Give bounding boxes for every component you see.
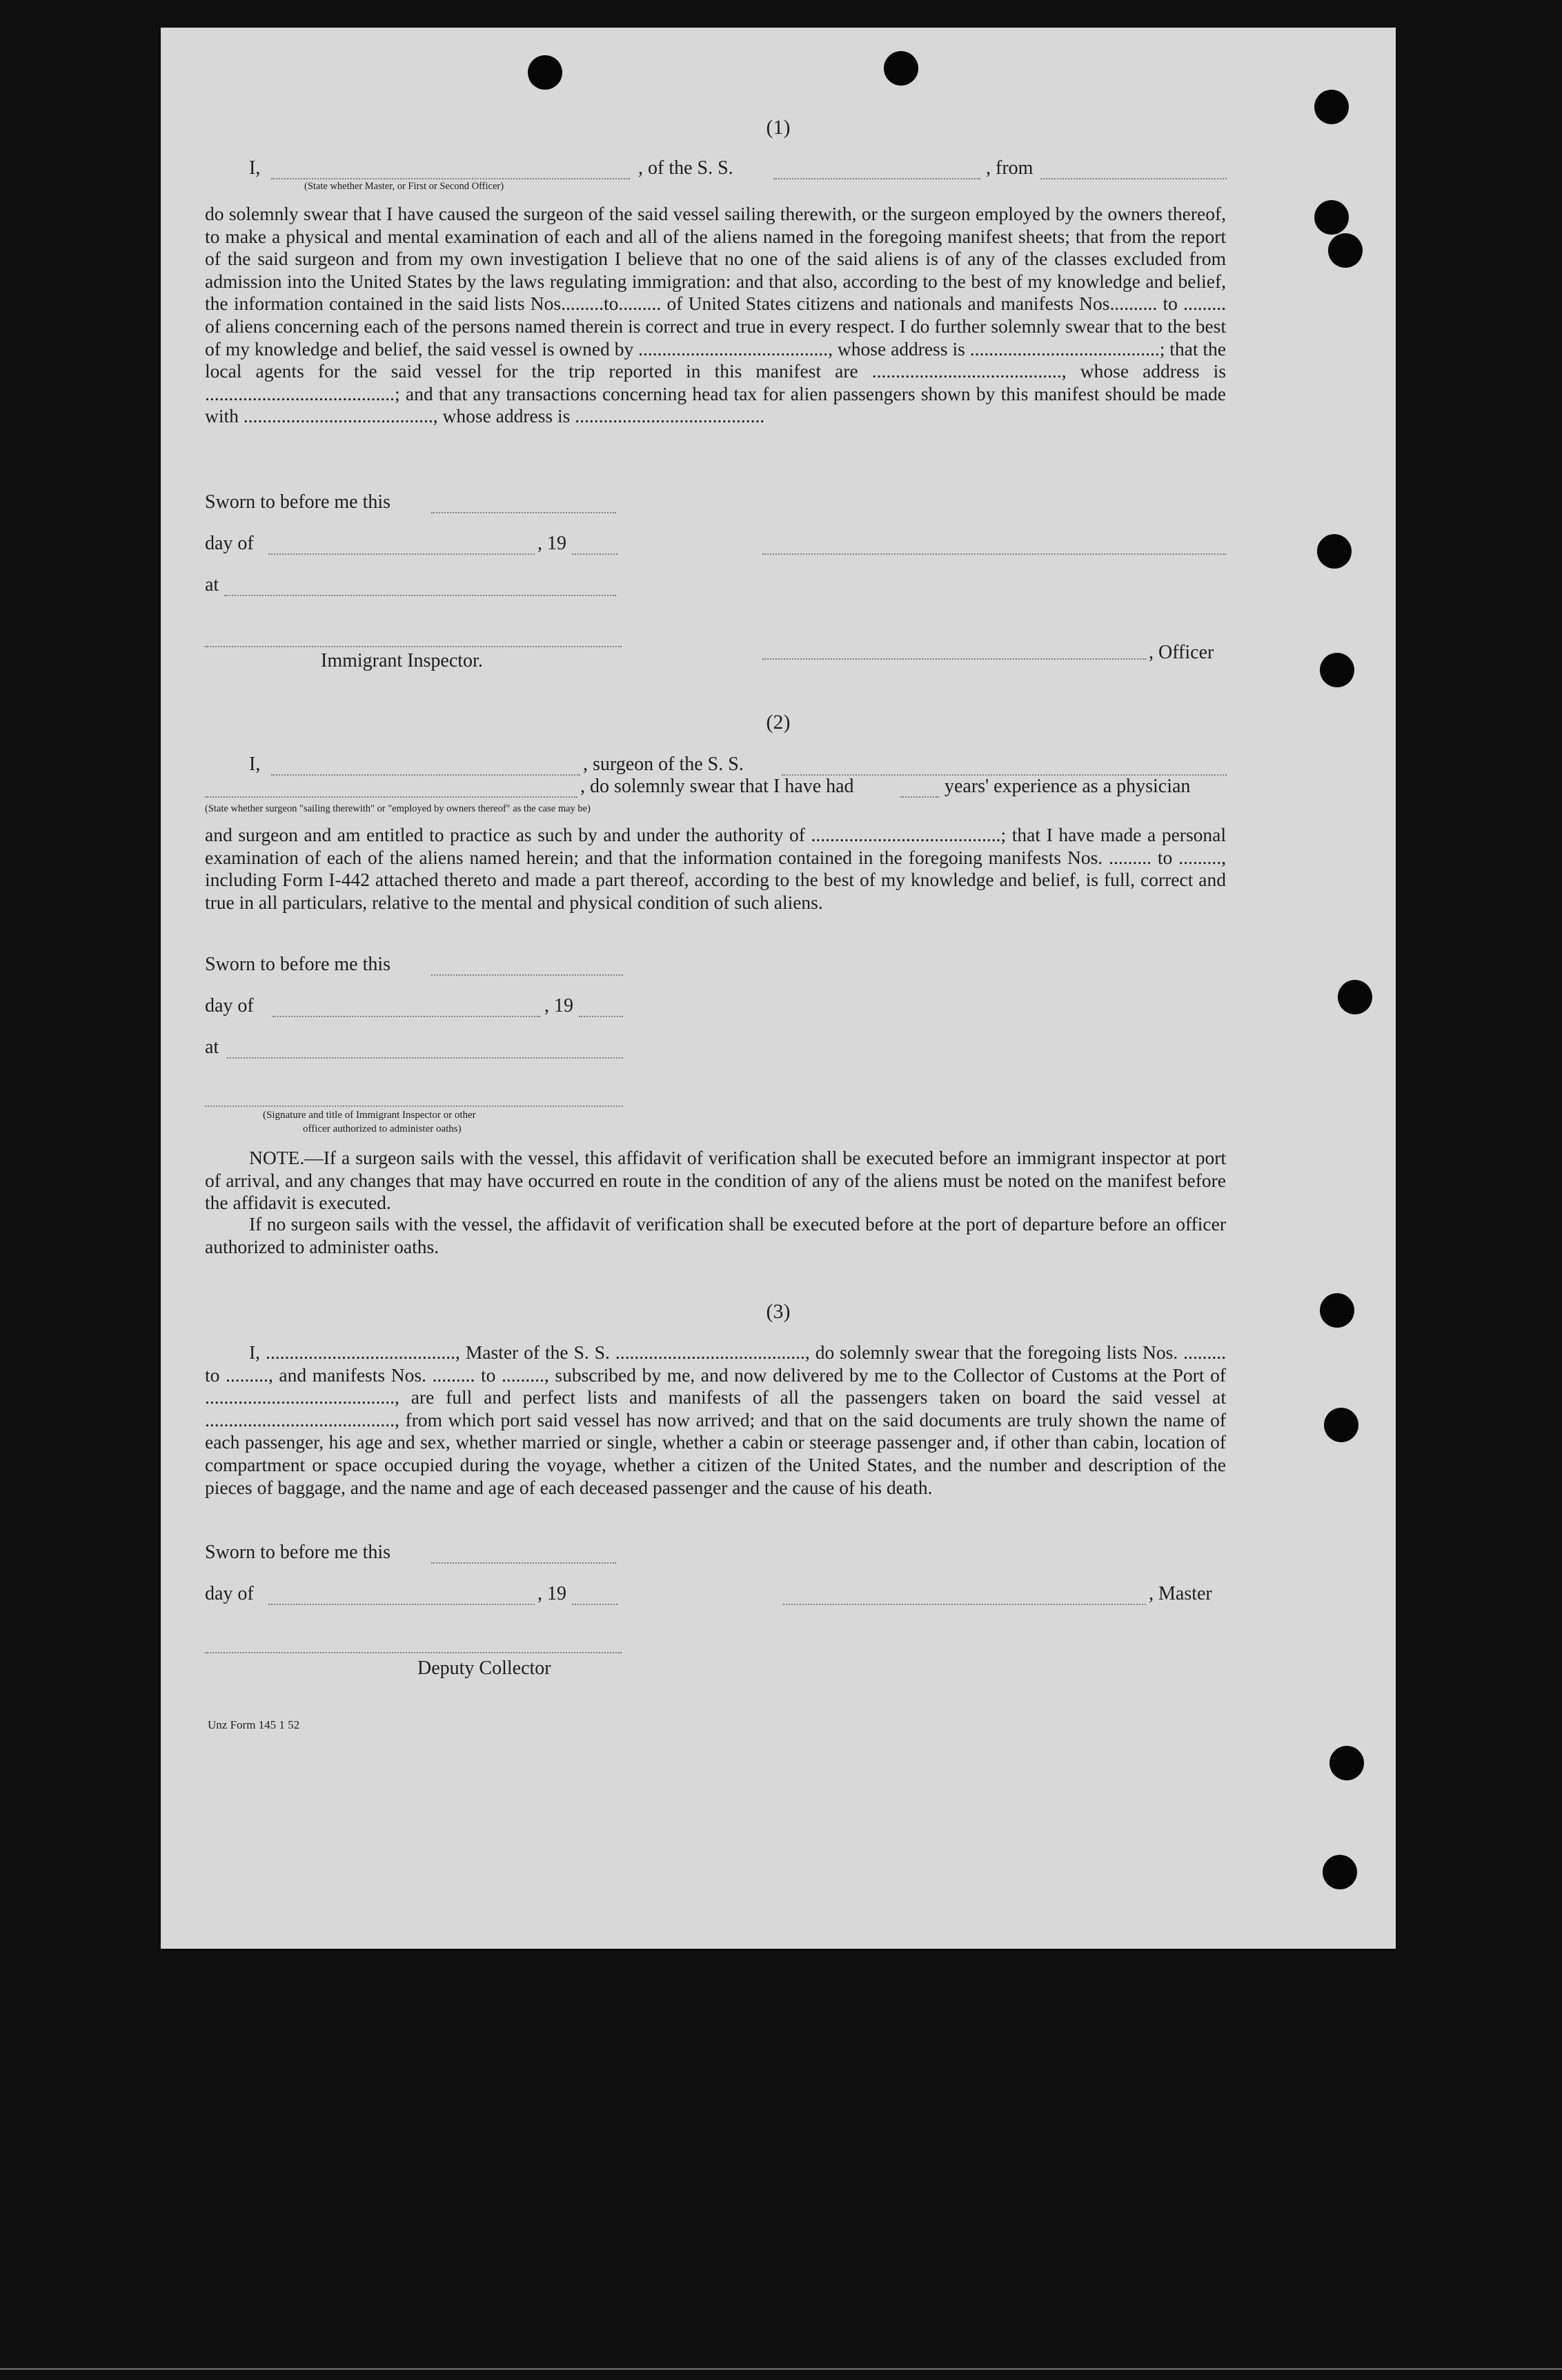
punch-hole	[1328, 233, 1363, 268]
place-field-2[interactable]	[227, 1057, 623, 1059]
punch-hole	[1317, 534, 1352, 569]
section-2-solemnly: , do solemnly swear that I have had	[580, 776, 854, 797]
deputy-collector-label: Deputy Collector	[417, 1658, 551, 1679]
section-1-from: , from	[986, 157, 1034, 179]
place-field[interactable]	[224, 595, 616, 596]
sworn-date-field-2[interactable]	[431, 974, 623, 976]
section-1-of-ss: , of the S. S.	[638, 157, 733, 179]
vessel-name-field[interactable]	[773, 178, 980, 179]
day-field-3[interactable]	[268, 1604, 535, 1605]
section-2-number: (2)	[766, 711, 791, 734]
section-2-i: I,	[249, 754, 261, 775]
surgeon-status-field[interactable]	[205, 796, 577, 798]
year-field-2[interactable]	[579, 1016, 623, 1017]
section-3-year: , 19	[537, 1583, 566, 1604]
punch-hole	[1329, 1746, 1364, 1780]
section-1-caption: (State whether Master, or First or Second Officer)	[304, 181, 504, 192]
section-3-number: (3)	[766, 1300, 791, 1323]
section-1-year: , 19	[537, 533, 566, 554]
section-2-year: , 19	[544, 995, 573, 1016]
signature-caption-2: officer authorized to administer oaths)	[303, 1123, 462, 1134]
section-1-sworn: Sworn to before me this	[205, 491, 391, 513]
master-name-field[interactable]	[271, 178, 630, 179]
punch-hole	[1324, 1408, 1358, 1442]
section-3-sworn: Sworn to before me this	[205, 1542, 391, 1563]
year-field[interactable]	[572, 553, 617, 555]
section-1-number: (1)	[766, 116, 791, 139]
officer-name-field[interactable]	[762, 658, 1146, 660]
inspector-signature-field-2[interactable]	[205, 1105, 623, 1107]
punch-hole	[1314, 200, 1349, 235]
section-2-years: years' experience as a physician	[945, 776, 1191, 797]
punch-hole	[1323, 1855, 1357, 1889]
section-1-day-of: day of	[205, 533, 254, 554]
immigrant-inspector-label: Immigrant Inspector.	[321, 650, 483, 671]
film-edge-line	[0, 2368, 1562, 2370]
section-2-at: at	[205, 1036, 219, 1058]
punch-hole	[884, 51, 918, 86]
master-signature-field[interactable]	[783, 1604, 1146, 1605]
section-2-caption: (State whether surgeon "sailing therewith" or "employed by owners thereof" as the case may be)	[205, 803, 591, 814]
note-1: NOTE.—If a surgeon sails with the vessel, this affidavit of verification shall be executed before an immigrant inspector at port of arrival, and any changes that may have occurred en route in the condition of any of the aliens must be noted on the manifest before the affidavit is executed.	[205, 1147, 1226, 1214]
sworn-date-field[interactable]	[431, 512, 616, 513]
punch-hole	[1338, 980, 1372, 1014]
surgeon-name-field[interactable]	[271, 774, 580, 776]
deputy-signature-field[interactable]	[205, 1652, 622, 1653]
section-2-surgeon-of: , surgeon of the S. S.	[583, 754, 744, 775]
day-field-2[interactable]	[273, 1016, 540, 1017]
sworn-date-field-3[interactable]	[431, 1562, 616, 1564]
section-2-day-of: day of	[205, 995, 254, 1016]
signature-caption-1: (Signature and title of Immigrant Inspector or other	[263, 1110, 476, 1121]
manifest-verification-form	[161, 28, 1396, 1949]
section-1-body: do solemnly swear that I have caused the surgeon of the said vessel sailing therewith, or the surgeon employed by the owners thereof, to make a physical and mental examination of each and all of the aliens named in the foregoing manifest sheets; that from the report of the said surgeon and from my own investigation I believe that no one of the said aliens is of any of the classes excluded from admission into the United States by the laws regulating immigration: and that also, according to the best of my knowledge and belief, the information contained in the said lists Nos.........to......... of United States citizens and nationals and manifests Nos.......... to ......... of aliens concerning each of the persons named therein is correct and true in every respect. I do further solemnly swear that to the best of my knowledge and belief, the said vessel is owned by ........................................, whose address is ........................................; that the local agents for the said vessel for the trip reported in this manifest are ........................................, whose address is ........................................; and that any transactions concerning head tax for alien passengers shown by this manifest should be made with ........................................, whose address is ........................................	[205, 203, 1226, 427]
master-label: , Master	[1149, 1583, 1212, 1604]
section-2-sworn: Sworn to before me this	[205, 954, 391, 975]
form-number: Unz Form 145 1 52	[208, 1718, 300, 1731]
note-2: If no surgeon sails with the vessel, the affidavit of verification shall be executed before at the port of departure before an officer authorized to administer oaths.	[205, 1213, 1226, 1257]
year-field-3[interactable]	[572, 1604, 617, 1605]
section-2-body: and surgeon and am entitled to practice as such by and under the authority of ........................................; that I have made a personal examination of each of the aliens named herein; and that the information contained in the foregoing manifests Nos. ......... to ........., including Form I-442 attached thereto and made a part thereof, according to the best of my knowledge and belief, is full, correct and true in all particulars, relative to the mental and physical condition of such aliens.	[205, 824, 1226, 913]
section-1-i: I,	[249, 157, 261, 179]
day-field[interactable]	[268, 553, 535, 555]
years-experience-field[interactable]	[900, 796, 939, 798]
departure-port-field[interactable]	[1040, 178, 1227, 179]
officer-label: , Officer	[1149, 642, 1214, 663]
punch-hole	[528, 55, 562, 90]
section-1-at: at	[205, 574, 219, 596]
punch-hole	[1320, 653, 1354, 687]
section-3-body: I, ........................................, Master of the S. S. ........................................, do solemnly swear that the foregoing lists Nos. ......... to ........., and manifests Nos. ......... to ........., subscribed by me, and now delivered by me to the Collector of Customs at the Port of ........................................, are full and perfect lists and manifests of all the passengers taken on board the said vessel at ........................................, from which port said vessel has now arrived; and that on the said documents are truly shown the name of each passenger, his age and sex, whether married or single, whether a cabin or steerage passenger and, if other than cabin, location of compartment or space occupied during the voyage, whether a citizen of the United States, and the number and description of the pieces of baggage, and the name and age of each deceased passenger and the cause of his death.	[205, 1341, 1226, 1498]
officer-signature-field[interactable]	[762, 553, 1226, 555]
section-3-day-of: day of	[205, 1583, 254, 1604]
inspector-signature-field[interactable]	[205, 646, 622, 647]
